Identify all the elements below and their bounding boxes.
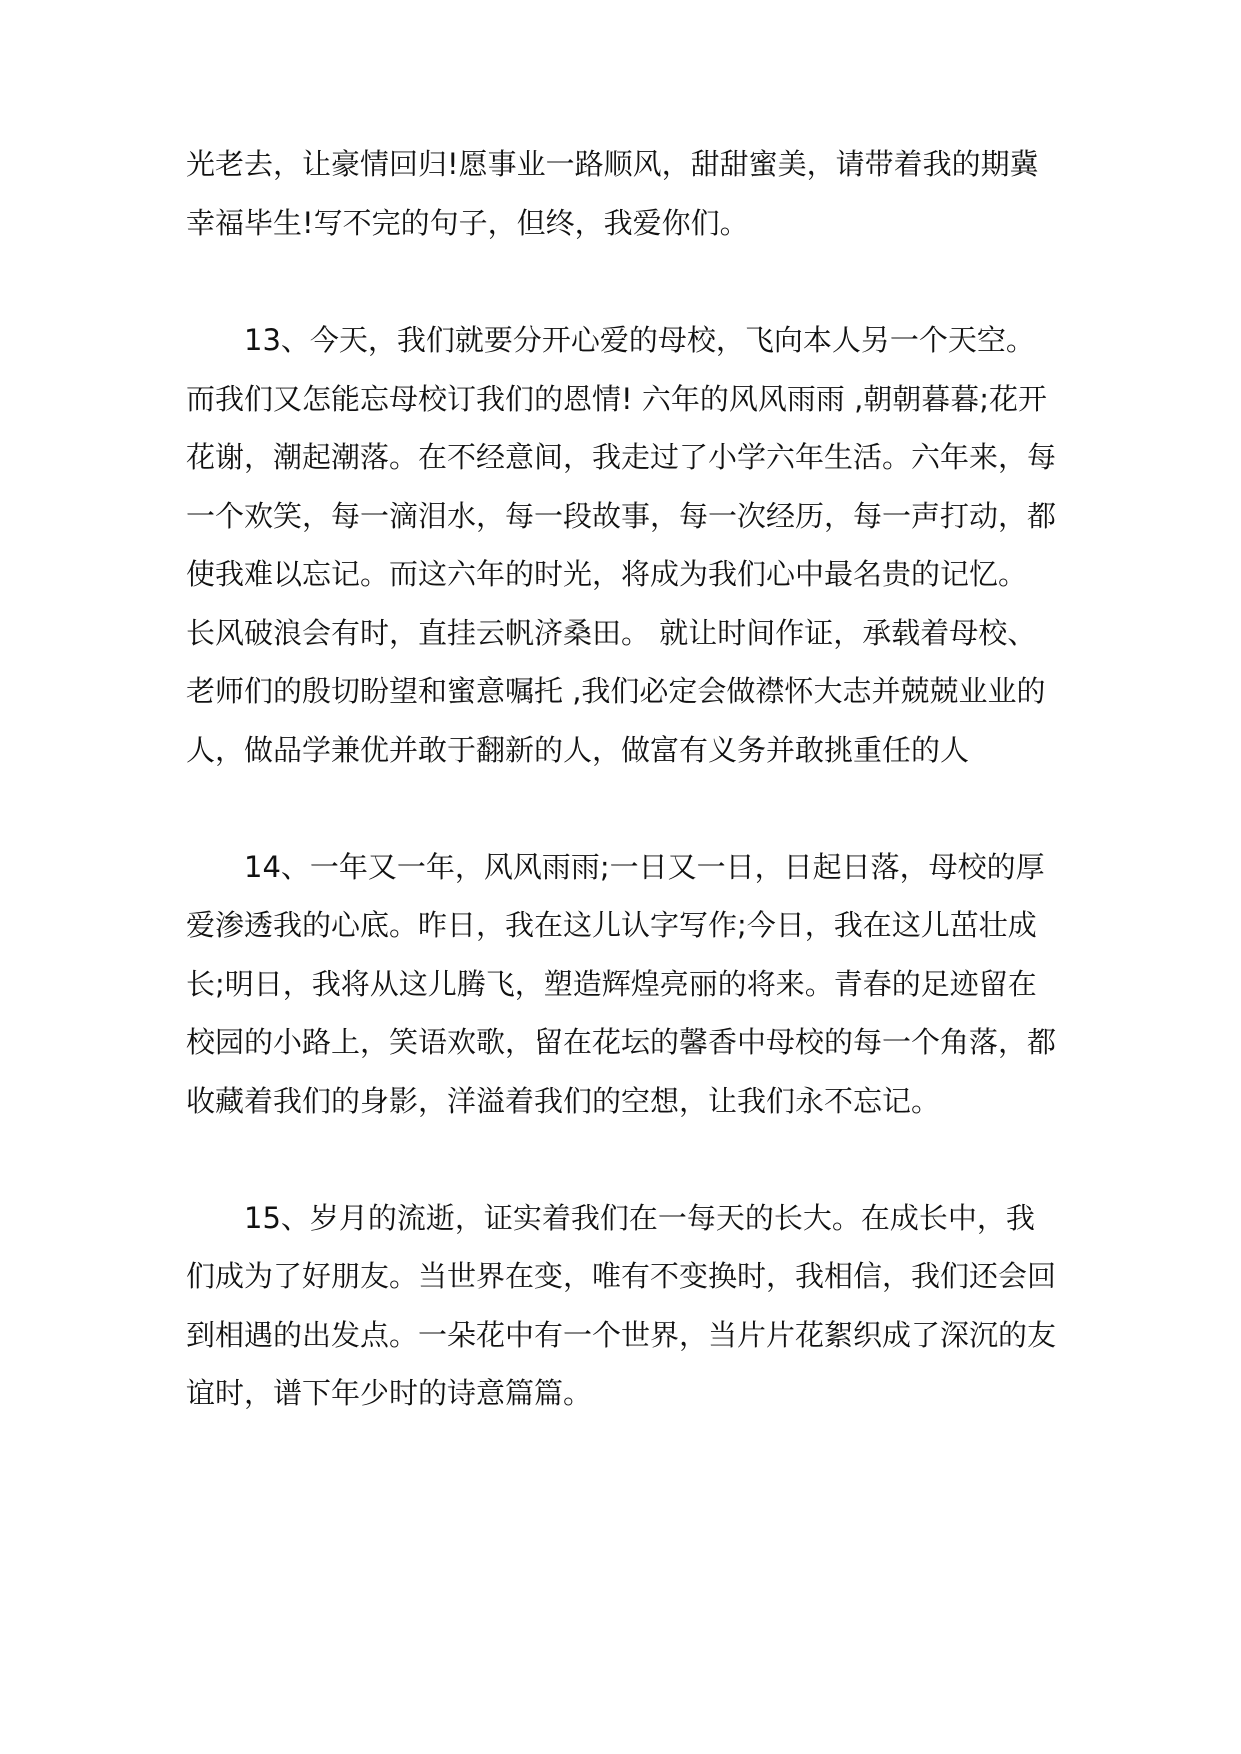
text-line: 老师们的殷切盼望和蜜意嘱托 ,我们必定会做襟怀大志并兢兢业业的: [186, 674, 1046, 708]
text-line: 13、今天，我们就要分开心爱的母校，飞向本人另一个天空。: [186, 323, 1035, 357]
text-line: 到相遇的出发点。一朵花中有一个世界，当片片花絮织成了深沉的友: [186, 1318, 1057, 1352]
text-line: 谊时，谱下年少时的诗意篇篇。: [186, 1376, 593, 1410]
text-line: 校园的小路上，笑语欢歌，留在花坛的馨香中母校的每一个角落，都: [186, 1025, 1057, 1059]
text-line: 长风破浪会有时，直挂云帆济桑田。 就让时间作证，承载着母校、: [186, 616, 1037, 650]
text-line: 而我们又怎能忘母校订我们的恩情! 六年的风风雨雨 ,朝朝暮暮;花开: [186, 382, 1048, 416]
text-line: 长;明日，我将从这儿腾飞，塑造辉煌亮丽的将来。青春的足迹留在: [186, 967, 1037, 1001]
text-line: 幸福毕生!写不完的句子，但终，我爱你们。: [186, 206, 749, 240]
text-line: 收藏着我们的身影，洋溢着我们的空想，让我们永不忘记。: [186, 1084, 941, 1118]
text-line: 一个欢笑，每一滴泪水，每一段故事，每一次经历，每一声打动，都: [186, 499, 1057, 533]
text-line: 14、一年又一年，风风雨雨;一日又一日，日起日落，母校的厚: [186, 850, 1045, 884]
text-line: 15、岁月的流逝，证实着我们在一每天的长大。在成长中，我: [186, 1201, 1035, 1235]
text-line: 使我难以忘记。而这六年的时光，将成为我们心中最名贵的记忆。: [186, 557, 1028, 591]
text-line: 光老去，让豪情回归!愿事业一路顺风，甜甜蜜美，请带着我的期冀: [186, 147, 1039, 181]
text-line: 爱渗透我的心底。昨日，我在这儿认字写作;今日，我在这儿茁壮成: [186, 908, 1037, 942]
text-line: 花谢，潮起潮落。在不经意间，我走过了小学六年生活。六年来，每: [186, 440, 1057, 474]
text-line: 们成为了好朋友。当世界在变，唯有不变换时，我相信，我们还会回: [186, 1259, 1057, 1293]
text-line: 人，做品学兼优并敢于翻新的人，做富有义务并敢挑重任的人: [186, 733, 970, 767]
